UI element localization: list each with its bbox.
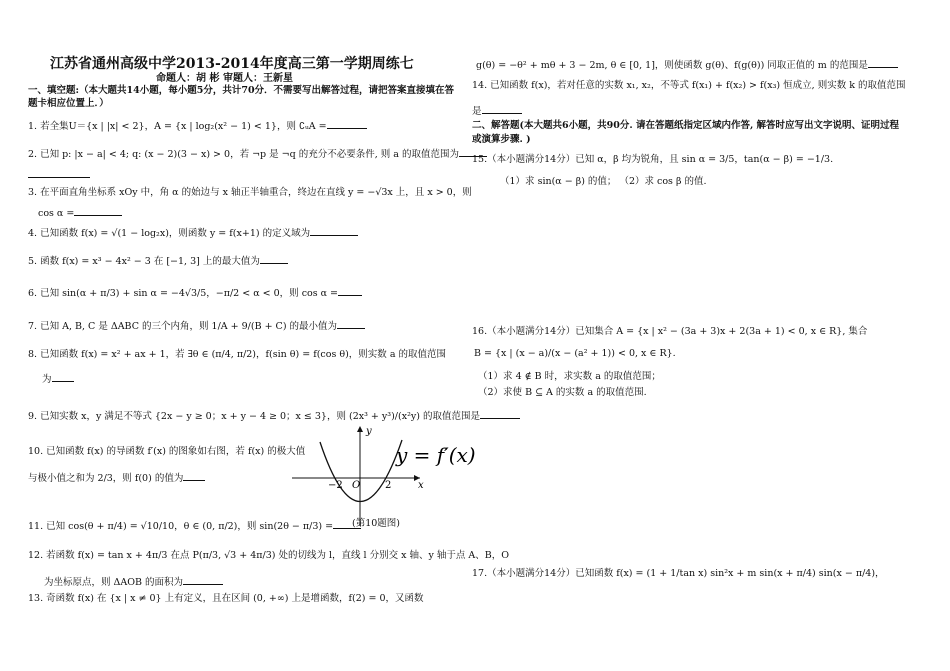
y-axis-label: y bbox=[366, 426, 372, 437]
origin-label: O bbox=[352, 480, 361, 491]
question-12: 12. 若函数 f(x) = tan x + 4π/3 在点 P(π/3, √3 + 4π/3) 处的切线为 l，直线 l 分别交 x 轴、y 轴于点 A、B，O bbox=[28, 550, 510, 561]
section1-instructions: 一、填空题:（本大题共14小题，每小题5分，共计70分．不需要写出解答过程，请把答案直接填在答 bbox=[28, 85, 455, 96]
answer-blank bbox=[482, 103, 522, 114]
tick-label-neg2: −2 bbox=[328, 480, 343, 491]
question-3: 3. 在平面直角坐标系 xOy 中，角 α 的始边与 x 轴正半轴重合，终边在直线 y = −√3x 上，且 x > 0，则 bbox=[28, 187, 472, 198]
question-8-cont: 为 bbox=[42, 371, 74, 386]
question-8: 8. 已知函数 f(x) = x² + ax + 1，若 ∃θ ∈ (π/4, π/2)，f(sin θ) = f(cos θ)，则实数 a 的取值范围 bbox=[28, 349, 447, 360]
answer-blank bbox=[183, 470, 205, 481]
question-14: 14. 已知函数 f(x)，若对任意的实数 x₁, x₂，不等式 f(x₁) + f(x₂) > f(x₃) 恒成立, 则实数 k 的取值范围 bbox=[472, 80, 906, 91]
answer-blank bbox=[52, 371, 74, 382]
section2-instructions-cont: 或演算步骤. ) bbox=[472, 134, 531, 145]
question-10-graph bbox=[290, 422, 476, 530]
question-16: 16.（本小题满分14分）已知集合 A = {x | x² − (3a + 3)x + 2(3a + 1) < 0, x ∈ R}, 集合 bbox=[472, 326, 868, 337]
question-14-cont: 是 bbox=[472, 103, 522, 118]
question-5: 5. 函数 f(x) = x³ − 4x² − 3 在 [−1, 3] 上的最大值为 bbox=[28, 253, 288, 268]
question-1-text: 1. 若全集U＝{x | |x| < 2}，A = {x | log₂(x² − 1) < 1}，则 ∁ᵤA = bbox=[28, 121, 327, 132]
question-13-cont: g(θ) = −θ² + mθ + 3 − 2m, θ ∈ [0, 1]，则使函数 g(θ)、f(g(θ)) 同取正值的 m 的范围是 bbox=[476, 57, 898, 72]
y-axis-arrow bbox=[357, 426, 363, 432]
question-16-part2: （2）求使 B ⊆ A 的实数 a 的取值范围. bbox=[478, 387, 647, 398]
answer-blank bbox=[327, 118, 367, 129]
page-title: 江苏省通州高级中学2013-2014年度高三第一学期周练七 bbox=[50, 56, 414, 72]
question-4: 4. 已知函数 f(x) = √(1 − log₂x)，则函数 y = f(x+1) 的定义域为 bbox=[28, 225, 358, 240]
question-12-cont: 为坐标原点，则 ΔAOB 的面积为 bbox=[44, 574, 223, 589]
answer-blank bbox=[310, 225, 358, 236]
answer-blank bbox=[338, 285, 362, 296]
question-6: 6. 已知 sin(α + π/3) + sin α = −4√3/5，−π/2 < α < 0，则 cos α = bbox=[28, 285, 362, 300]
answer-blank bbox=[28, 167, 90, 178]
question-3-cont: cos α = bbox=[38, 205, 122, 220]
section1-instructions-cont: 题卡相应位置上．） bbox=[28, 98, 109, 109]
question-2 bbox=[28, 146, 487, 161]
x-axis-label: x bbox=[418, 480, 424, 491]
section2-instructions: 二、解答题(本大题共6小题，共90分. 请在答题纸指定区域内作答, 解答时应写出文字说明、证明过程 bbox=[472, 120, 900, 131]
question-16-set-b: B = {x | (x − a)/(x − (a² + 1)) < 0, x ∈ R}. bbox=[474, 348, 676, 359]
answer-blank bbox=[868, 57, 898, 68]
authors-line: 命题人：胡 彬 审题人：王新星 bbox=[156, 73, 293, 84]
question-1 bbox=[28, 118, 367, 133]
question-16-part1: （1）求 4 ∉ B 时，求实数 a 的取值范围； bbox=[478, 371, 661, 382]
question-13: 13. 奇函数 f(x) 在 {x | x ≠ 0} 上有定义，且在区间 (0, +∞) 上是增函数，f(2) = 0，又函数 bbox=[28, 593, 424, 604]
answer-blank bbox=[183, 574, 223, 585]
question-2-cont bbox=[28, 167, 90, 182]
question-7: 7. 已知 A, B, C 是 ΔABC 的三个内角，则 1/A + 9/(B + C) 的最小值为 bbox=[28, 318, 365, 333]
question-9: 9. 已知实数 x，y 满足不等式 {2x − y ≥ 0；x + y − 4 ≥ 0；x ≤ 3}，则 (2x³ + y³)/(x²y) 的取值范围是 bbox=[28, 408, 520, 423]
question-17: 17.（本小题满分14分）已知函数 f(x) = (1 + 1/tan x) sin²x + m sin(x + π/4) sin(x − π/4)， bbox=[472, 568, 885, 579]
answer-blank bbox=[74, 205, 122, 216]
question-10: 10. 已知函数 f(x) 的导函数 f′(x) 的图象如右图，若 f(x) 的极大值 bbox=[28, 446, 306, 457]
question-15-parts: （1）求 sin(α − β) 的值； （2）求 cos β 的值. bbox=[500, 176, 707, 187]
answer-blank bbox=[480, 408, 520, 419]
tick-label-2: 2 bbox=[385, 480, 392, 491]
parabola-curve bbox=[320, 440, 402, 502]
derivative-formula: y = f′(x) bbox=[396, 443, 476, 467]
question-15: 15.（本小题满分14分）已知 α，β 均为锐角，且 sin α = 3/5，tan(α − β) = −1/3. bbox=[472, 154, 834, 165]
question-2-text: 2. 已知 p: |x − a| < 4; q: (x − 2)(3 − x) > 0，若 ¬p 是 ¬q 的充分不必要条件, 则 a 的取值范围为 bbox=[28, 149, 459, 160]
answer-blank bbox=[260, 253, 288, 264]
question-11: 11. 已知 cos(θ + π/4) = √10/10，θ ∈ (0, π/2)，则 sin(2θ − π/3) = bbox=[28, 518, 361, 533]
question-10-cont: 与极小值之和为 2/3，则 f(0) 的值为 bbox=[28, 470, 205, 485]
answer-blank bbox=[337, 318, 365, 329]
figure-caption: (第10题图) bbox=[352, 518, 401, 529]
